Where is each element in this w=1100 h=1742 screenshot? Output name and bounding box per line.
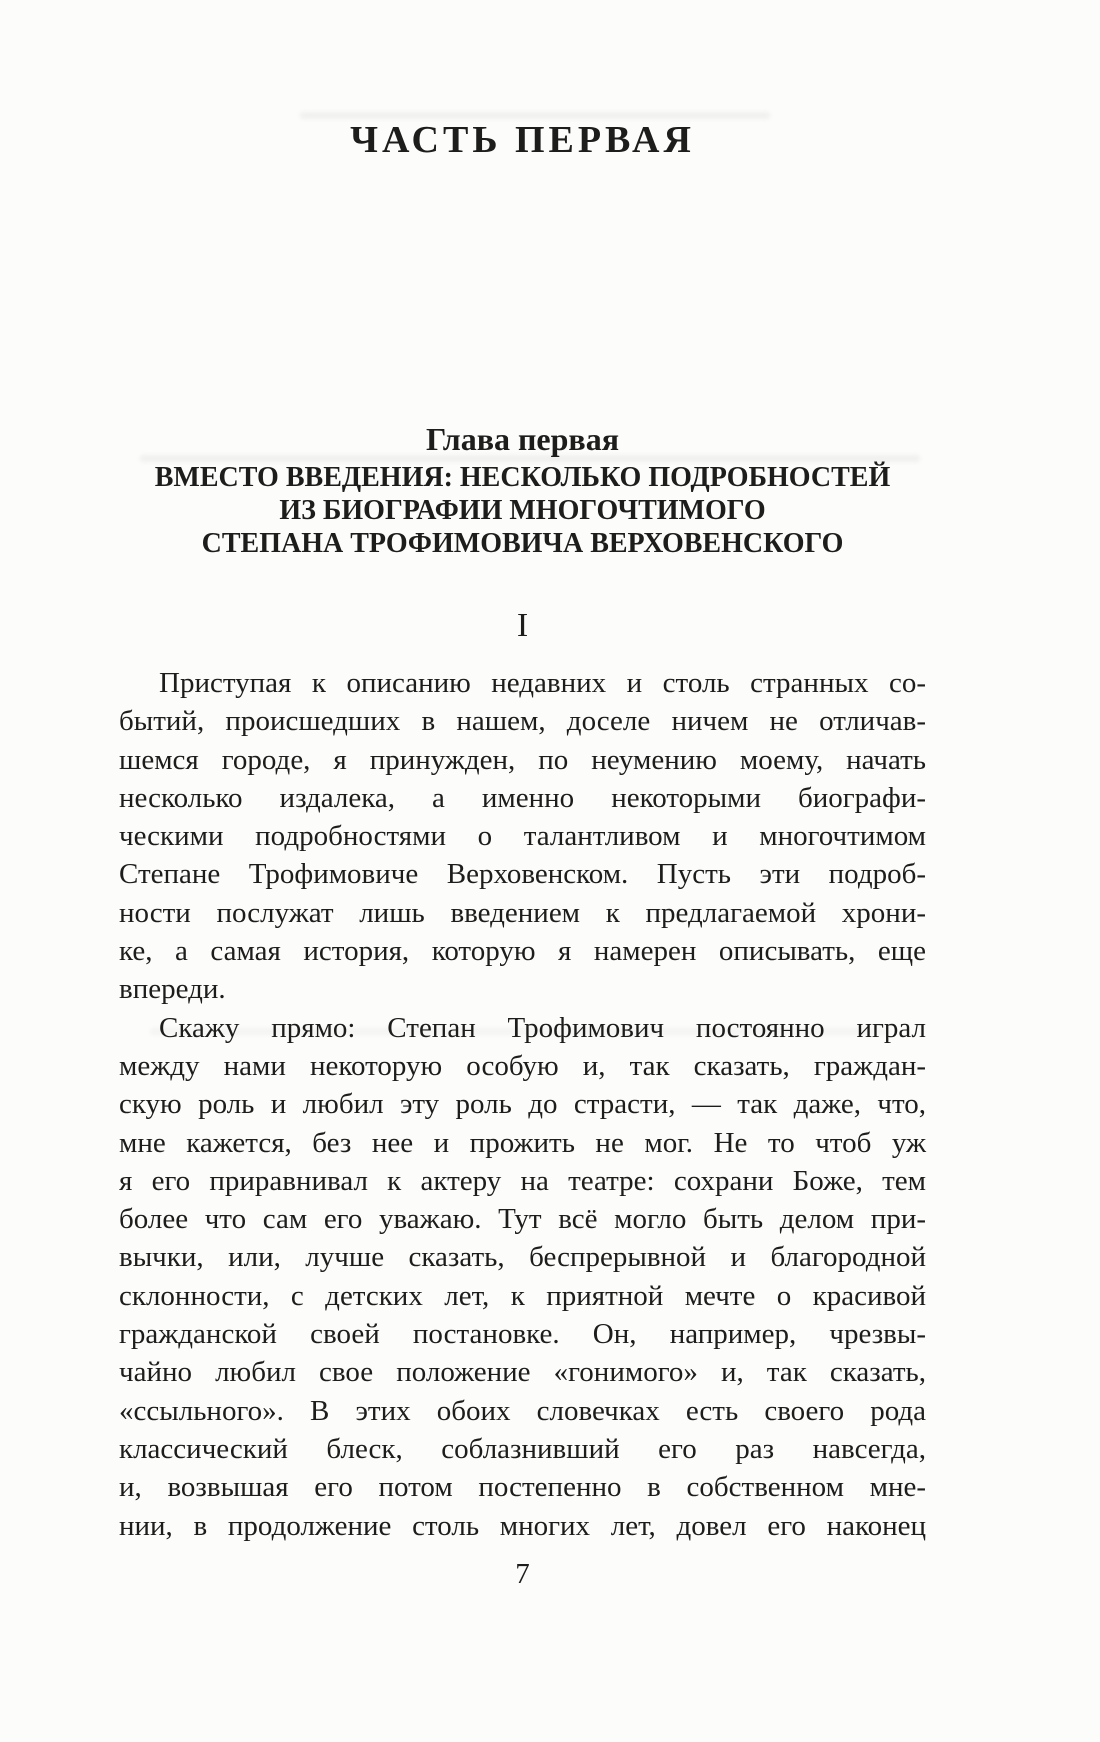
text-line: «ссыльного». В этих обоих словечках есть своего рода	[119, 1394, 926, 1427]
part-title: ЧАСТЬ ПЕРВАЯ	[350, 119, 695, 161]
chapter-label: Глава первая	[425, 421, 619, 457]
text-line: Степане Трофимовиче Верховенском. Пусть эти подроб-	[119, 858, 926, 891]
section-numeral: I	[516, 607, 529, 644]
text-line: и, возвышая его потом постепенно в собственном мне-	[119, 1471, 926, 1504]
text-line: несколько издалека, а именно некоторыми биографи-	[119, 781, 926, 814]
text-line: между нами некоторую особую и, так сказать, граждан-	[119, 1049, 926, 1082]
text-line: бытий, происшедших в нашем, доселе ничем не отличав-	[119, 705, 926, 738]
text-line: ческими подробностями о талантливом и многочтимом	[119, 820, 926, 853]
text-line: я его приравнивал к актеру на театре: сохрани Боже, тем	[119, 1164, 926, 1197]
text-line: скую роль и любил эту роль до страсти, — так даже, что,	[119, 1088, 926, 1121]
text-line: классический блеск, соблазнивший его раз навсегда,	[119, 1432, 926, 1465]
body-text	[119, 664, 926, 1545]
text-line: ке, а самая история, которую я намерен описывать, еще	[119, 935, 926, 968]
text-line: впереди.	[119, 973, 226, 1006]
text-line: ности послужат лишь введением к предлагаемой хрони-	[119, 896, 926, 929]
text-line: гражданской своей постановке. Он, например, чрезвы-	[119, 1318, 926, 1351]
text-line: Скажу прямо: Степан Трофимович постоянно играл	[159, 1011, 926, 1044]
text-line: шемся городе, я принужден, по неумению моему, начать	[119, 743, 926, 776]
text-line: чайно любил свое положение «гонимого» и, так сказать,	[119, 1356, 926, 1389]
chapter-subtitle-line: ВМЕСТО ВВЕДЕНИЯ: НЕСКОЛЬКО ПОДРОБНОСТЕЙ	[154, 462, 891, 493]
text-line: вычки, или, лучше сказать, беспрерывной и благородной	[119, 1241, 926, 1274]
text-line: Приступая к описанию недавних и столь странных со-	[159, 667, 926, 699]
text-line: склонности, с детских лет, к приятной мечте о красивой	[119, 1279, 926, 1312]
chapter-subtitle-line: ИЗ БИОГРАФИИ МНОГОЧТИМОГО	[279, 495, 766, 526]
text-line: нии, в продолжение столь многих лет, довел его наконец	[119, 1509, 926, 1542]
chapter-subtitle	[119, 461, 926, 560]
text-line: мне кажется, без нее и прожить не мог. Не то чтоб уж	[119, 1126, 926, 1159]
chapter-subtitle-line: СТЕПАНА ТРОФИМОВИЧА ВЕРХОВЕНСКОГО	[201, 528, 844, 559]
text-line: более что сам его уважаю. Тут всё могло быть делом при-	[119, 1203, 926, 1236]
page-number: 7	[515, 1558, 530, 1590]
